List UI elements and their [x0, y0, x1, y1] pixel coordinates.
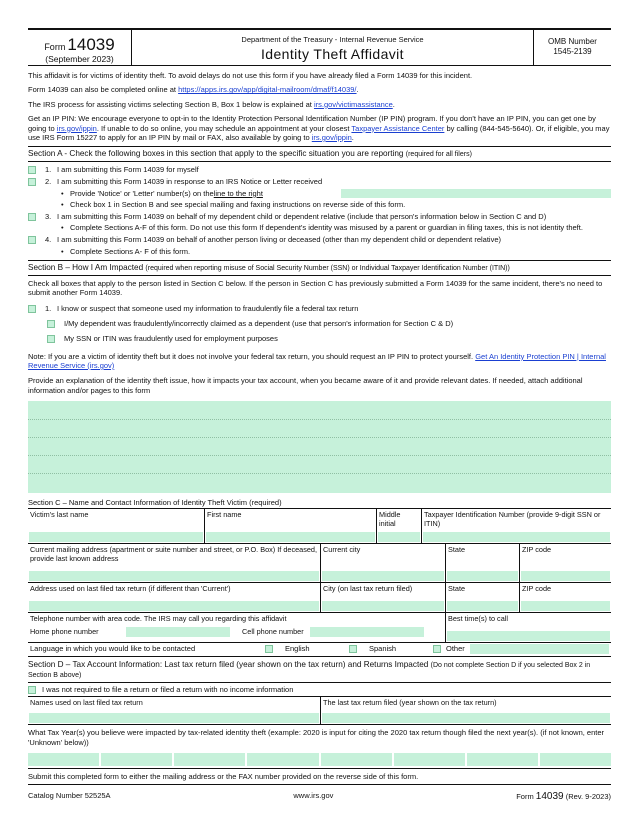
- submit-instructions: Submit this completed form to either the mailing address or the FAX number provided on the reverse side of this form.: [28, 769, 611, 784]
- spanish-checkbox[interactable]: [349, 645, 357, 653]
- first-name-cell: First name: [205, 509, 377, 543]
- omb-box: [533, 30, 611, 65]
- victim-name-row: [28, 509, 611, 544]
- cell-phone-input[interactable]: [310, 627, 424, 637]
- language-row: Language in which you would like to be contacted English Spanish Other: [28, 643, 611, 657]
- section-a-checkbox-4[interactable]: [28, 236, 36, 244]
- previous-zip-input[interactable]: [521, 601, 610, 611]
- impacted-year-7-input[interactable]: [467, 753, 538, 766]
- form-word: Form: [44, 42, 66, 52]
- employment-misuse-checkbox[interactable]: [47, 335, 55, 343]
- section-b-item-1: 1. I know or suspect that someone used my information to fraudulently file a federal tax return: [28, 304, 611, 313]
- form-title: Identity Theft Affidavit: [261, 46, 404, 63]
- first-name-input[interactable]: [206, 532, 375, 542]
- explanation-textarea[interactable]: [28, 401, 611, 493]
- impacted-year-8-input[interactable]: [540, 753, 611, 766]
- form-number-box: [28, 30, 132, 65]
- section-c-table: [28, 508, 611, 657]
- previous-address-row: [28, 583, 611, 613]
- form-title-box: [132, 30, 533, 65]
- other-language-checkbox[interactable]: [433, 645, 441, 653]
- previous-state-input[interactable]: [447, 601, 518, 611]
- footer-form-id: Form 14039 (Rev. 9-2023): [516, 790, 611, 802]
- intro-p2: Form 14039 can also be completed online at https://apps.irs.gov/app/digital-mailroom/dmaf/f14039/.: [28, 85, 359, 95]
- middle-initial-cell: Middle initial: [377, 509, 422, 543]
- form-number: 14039: [67, 35, 115, 54]
- section-a-heading: Section A - Check the following boxes in this section that apply to the specific situation you are reporting (required for all filers): [28, 146, 611, 162]
- names-used-input[interactable]: [29, 713, 319, 723]
- online-form-link[interactable]: https://apps.irs.gov/app/digital-mailroom/dmaf/f14039/: [178, 85, 357, 95]
- ip-pin-note: Note: If you are a victim of identity theft but it does not involve your federal tax return, you should request an IP PIN to protect yourself. Get An Identity Protection PIN | Internal Revenue Service (irs.gov): [28, 351, 606, 370]
- home-phone-input[interactable]: [126, 627, 230, 637]
- zip-input[interactable]: [521, 571, 610, 581]
- zip-cell: ZIP code: [520, 544, 611, 582]
- tin-input[interactable]: [423, 532, 610, 542]
- mailing-address-input[interactable]: [29, 571, 319, 581]
- omb-number: 1545-2139: [553, 47, 592, 57]
- last-year-input[interactable]: [322, 713, 610, 723]
- section-a-item-2: 2. I am submitting this Form 14039 in response to an IRS Notice or Letter received: [28, 177, 611, 186]
- form-header: [28, 28, 611, 66]
- phone-cell: Telephone number with area code. The IRS may call you regarding this affidavit Home phone number Cell phone number: [28, 613, 446, 642]
- omb-label: OMB Number: [548, 37, 597, 46]
- form-date: (September 2023): [45, 54, 114, 65]
- section-b-intro: Check all boxes that apply to the person listed in Section C below. If the person in Section C has previously submitted a Form 14039 for the same incident, there's no need to submit another Form 14039.: [28, 278, 603, 298]
- phone-row: [28, 613, 611, 643]
- victim-last-name-cell: Victim's last name: [28, 509, 205, 543]
- previous-zip-cell: ZIP code: [520, 583, 611, 612]
- intro-p4: Get an IP PIN: We encourage everyone to opt-in to the Identity Protection Personal Identification Number (IP PIN) program. If you don't have an IP PIN, you can get one by going to irs.gov/ippin. If unable to do so online, you may schedule an appointment at your closest Taxpayer Assistance Center by calling (844-545-5640). Or, if eligible, you may use IRS Form 15227 to apply for an IP PIN by mail or FAX, also available by going to irs.gov/ippin.: [28, 114, 610, 142]
- section-a-item-4: 4. I am submitting this Form 14039 on behalf of another person living or deceased (other than my dependent child or dependent relative): [28, 235, 611, 244]
- middle-initial-input[interactable]: [378, 532, 420, 542]
- previous-address-input[interactable]: [29, 601, 319, 611]
- notice-letter-number-input[interactable]: [341, 189, 611, 198]
- section-b-sub-1: I/My dependent was fraudulently/incorrectly claimed as a dependent (use that person's information for Section C & D): [47, 319, 611, 328]
- impacted-years-question: What Tax Year(s) you believe were impacted by tax-related identity theft (example: 2020 is input for citing the 2020 tax return though filed the next year(s). (if not known, enter 'Unknown' below)): [28, 728, 605, 747]
- department: Department of the Treasury - Internal Revenue Service: [241, 35, 424, 44]
- state-cell: State: [446, 544, 520, 582]
- section-a-item-3-bullet-1: • Complete Sections A-F of this form. Do not use this form If dependent's identity was misused by a parent or guardian in filing taxes, this is not identity theft.: [61, 222, 583, 232]
- last-return-row: [28, 697, 611, 725]
- current-city-input[interactable]: [322, 571, 444, 581]
- irs-website: www.irs.gov: [293, 790, 334, 800]
- best-time-input[interactable]: [447, 631, 610, 641]
- section-c-heading: Section C – Name and Contact Information of Identity Theft Victim (required): [28, 498, 282, 508]
- section-a-item-2-bullet-2: • Check box 1 in Section B and see special mailing and faxing instructions on reverse side of this form.: [61, 200, 406, 210]
- page-footer: [28, 791, 611, 804]
- section-b-heading: Section B – How I Am Impacted (required when reporting misuse of Social Security Number (SSN) or Individual Taxpayer Identification Number (ITIN)): [28, 260, 611, 276]
- last-year-cell: The last tax return filed (year shown on the tax return): [321, 697, 611, 724]
- english-checkbox[interactable]: [265, 645, 273, 653]
- victim-last-name-input[interactable]: [29, 532, 203, 542]
- section-a-checkbox-1[interactable]: [28, 166, 36, 174]
- ip-pin-link[interactable]: Get An Identity Protection PIN | Internal Revenue Service (irs.gov): [28, 351, 606, 370]
- ippin-link[interactable]: irs.gov/ippin: [56, 123, 97, 133]
- impacted-year-3-input[interactable]: [174, 753, 245, 766]
- impacted-years-row: [28, 753, 611, 769]
- impacted-year-2-input[interactable]: [101, 753, 172, 766]
- section-a-checkbox-3[interactable]: [28, 213, 36, 221]
- irs-form-14039: [28, 28, 611, 803]
- section-a-item-1: 1. I am submitting this Form 14039 for myself: [28, 165, 611, 174]
- tac-link[interactable]: Taxpayer Assistance Center: [351, 123, 445, 133]
- explanation-instructions: Provide an explanation of the identity theft issue, how it impacts your tax account, when you became aware of it and provide relevant dates. If needed, attach additional information and/or pages to this form: [28, 376, 583, 395]
- mailing-address-cell: Current mailing address (apartment or suite number and street, or P.O. Box) If deceased, provide last known address: [28, 544, 321, 582]
- current-city-cell: Current city: [321, 544, 446, 582]
- section-b-checkbox-1[interactable]: [28, 305, 36, 313]
- catalog-number: Catalog Number 52525A: [28, 790, 111, 800]
- section-a-item-3: 3. I am submitting this Form 14039 on behalf of my dependent child or dependent relative (include that person's information below in Section C and D): [28, 212, 611, 221]
- section-a-item-4-bullet-1: • Complete Sections A- F of this form.: [61, 246, 191, 256]
- best-time-cell: Best time(s) to call: [446, 613, 611, 642]
- not-required-checkbox[interactable]: [28, 686, 36, 694]
- current-address-row: [28, 544, 611, 583]
- section-a-item-2-bullet-1: • Provide 'Notice' or 'Letter' number(s) on the line to the right: [61, 189, 611, 198]
- previous-state-cell: State: [446, 583, 520, 612]
- previous-city-cell: City (on last tax return filed): [321, 583, 446, 612]
- previous-city-input[interactable]: [322, 601, 444, 611]
- claimed-dependent-checkbox[interactable]: [47, 320, 55, 328]
- ippin-link-2[interactable]: irs.gov/ippin: [311, 132, 352, 142]
- intro-p3: The IRS process for assisting victims selecting Section B, Box 1 below is explained at irs.gov/victimassistance.: [28, 99, 395, 109]
- impacted-year-1-input[interactable]: [28, 753, 99, 766]
- section-a-checkbox-2[interactable]: [28, 178, 36, 186]
- tin-cell: Taxpayer Identification Number (provide 9-digit SSN or ITIN): [422, 509, 611, 543]
- section-b-sub-2: My SSN or ITIN was fraudulently used for employment purposes: [47, 334, 611, 343]
- section-d-heading: Section D – Tax Account Information: Last tax return filed (year shown on the tax return) and Returns Impacted (Do not complete Section D if you selected Box 2 in Section B above): [28, 657, 611, 684]
- state-input[interactable]: [447, 571, 518, 581]
- victim-assistance-link[interactable]: irs.gov/victimassistance: [313, 99, 393, 109]
- impacted-year-5-input[interactable]: [321, 753, 392, 766]
- impacted-year-4-input[interactable]: [247, 753, 318, 766]
- previous-address-cell: Address used on last filed tax return (if different than 'Current'): [28, 583, 321, 612]
- names-used-cell: Names used on last filed tax return: [28, 697, 321, 724]
- no-return-row: I was not required to file a return or filed a return with no income information: [28, 685, 611, 697]
- intro-p1: This affidavit is for victims of identity theft. To avoid delays do not use this form if you have already filed a Form 14039 for this incident.: [28, 71, 473, 80]
- impacted-year-6-input[interactable]: [394, 753, 465, 766]
- other-language-input[interactable]: [470, 644, 609, 654]
